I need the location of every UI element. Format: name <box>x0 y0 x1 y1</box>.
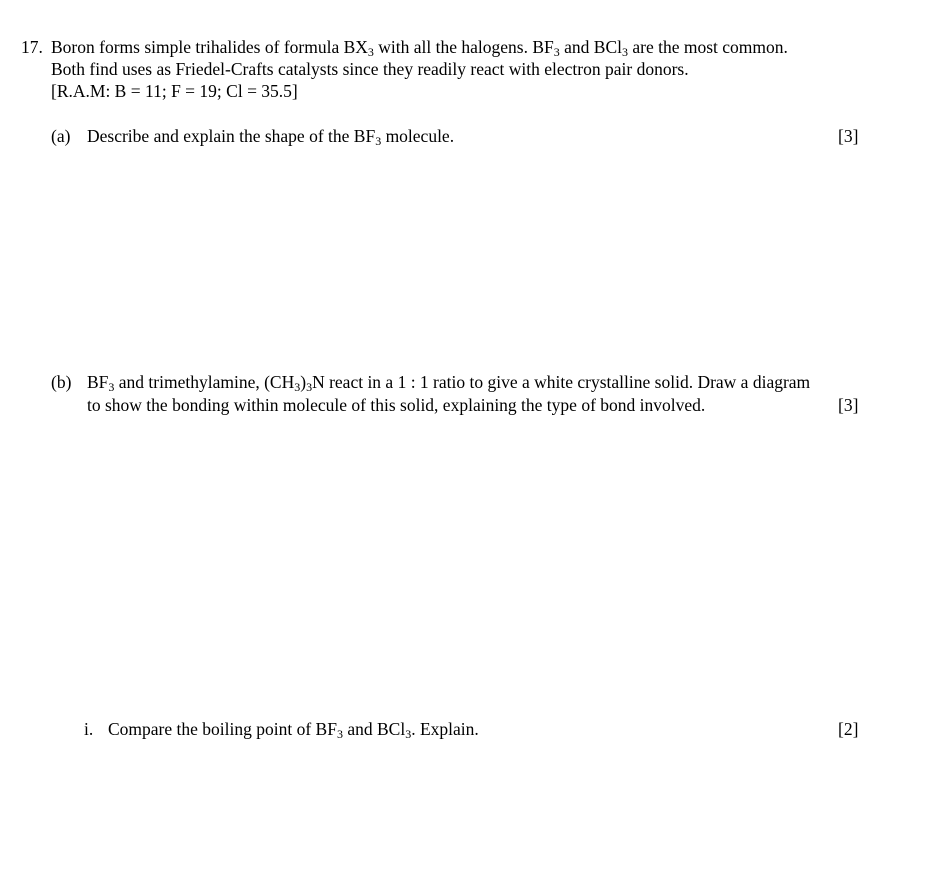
question-intro-line-2: Both find uses as Friedel-Crafts catalysts since they readily react with electron pair donors. <box>51 59 689 79</box>
subscript: 3 <box>553 45 560 59</box>
part-a-label: (a) <box>51 126 71 146</box>
subscript: 3 <box>375 134 382 148</box>
part-b-text-line-2: to show the bonding within molecule of this solid, explaining the type of bond involved. <box>87 395 706 415</box>
part-b-label: (b) <box>51 372 72 392</box>
part-a-text: Describe and explain the shape of the $BF_3$ molecule. <box>87 126 455 148</box>
part-i-label: i. <box>84 719 94 739</box>
subscript: 3 <box>622 45 628 59</box>
question-intro-line-1: Boron forms simple trihalides of formula $BX_3$ with all the halogens. $BF_3$ and BCl$_3$ are the most common. <box>51 37 788 59</box>
question-number: 17. <box>21 37 43 57</box>
subscript: 3 <box>405 727 412 741</box>
part-i-text: Compare the boiling point of $BF_3$ and BCl$_3$. Explain. <box>108 719 479 741</box>
part-a-marks: [3] <box>838 126 859 146</box>
subscript: 3 <box>367 45 374 59</box>
subscript: 3 <box>336 727 343 741</box>
question-intro-line-3: [R.A.M: B = 11; F = 19; Cl = 35.5] <box>51 81 298 101</box>
subscript: 3 <box>108 380 115 394</box>
subscript: 3 <box>294 380 301 394</box>
subscript: 3 <box>306 380 313 394</box>
part-b-marks: [3] <box>838 395 859 415</box>
part-b-text-line-1: $BF_3$ and trimethylamine, $(CH_3)_3N$ react in a 1 : 1 ratio to give a white crystalline solid. Draw a diagram <box>87 372 811 394</box>
part-i-marks: [2] <box>838 719 859 739</box>
